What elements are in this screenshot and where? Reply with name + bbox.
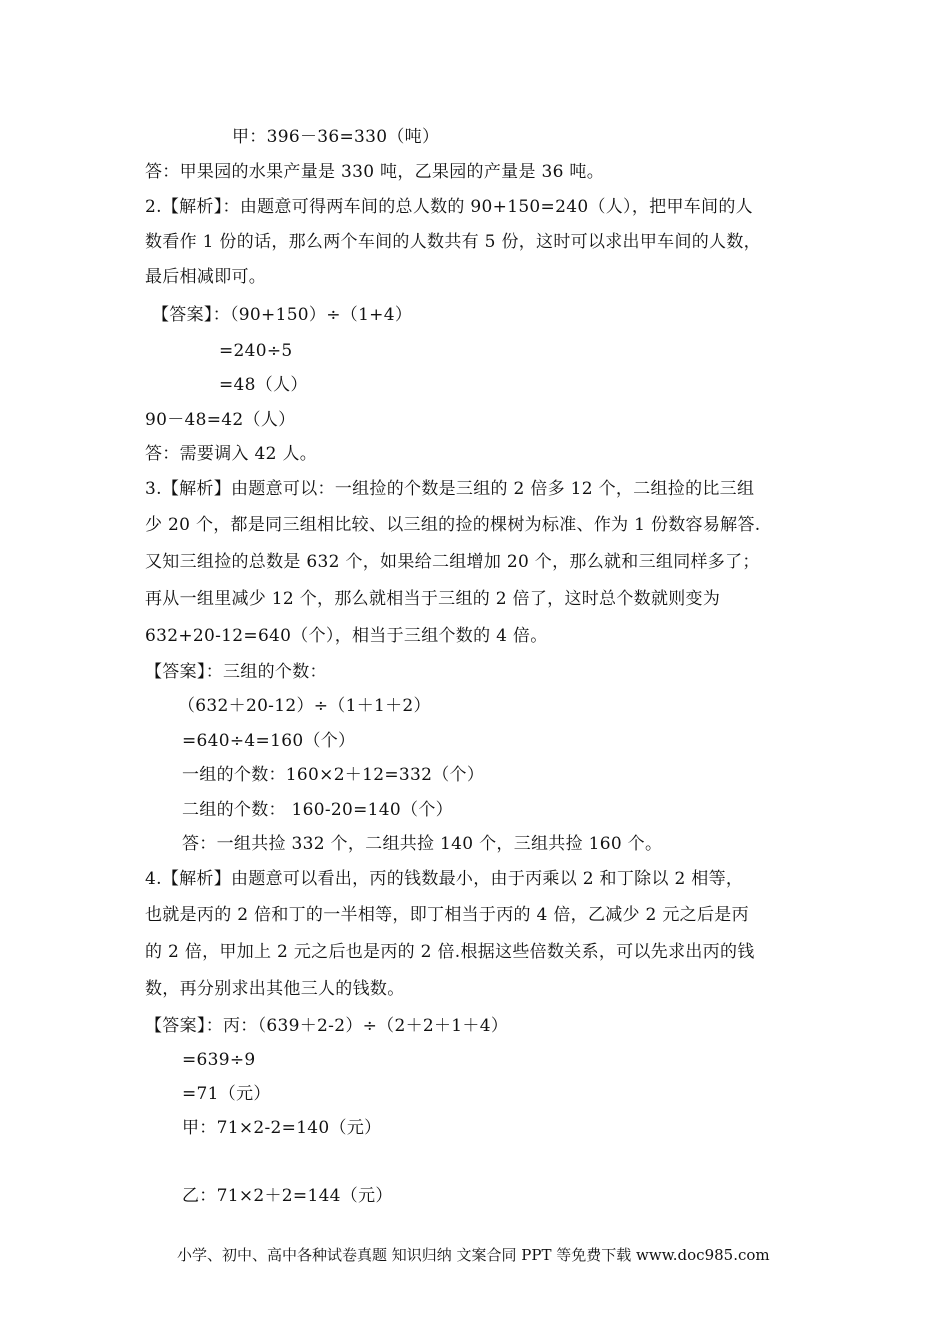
text-line: 90－48=42（人） <box>145 410 296 430</box>
text-line: （632＋20-12）÷（1＋1＋2） <box>178 696 431 716</box>
text-line: 又知三组捡的总数是 632 个，如果给二组增加 20 个，那么就和三组同样多了； <box>145 552 760 572</box>
text-line: 甲：71×2-2=140（元） <box>182 1118 382 1138</box>
text-line: 3.【解析】由题意可以：一组捡的个数是三组的 2 倍多 12 个，二组捡的比三组 <box>145 479 755 499</box>
text-line: 少 20 个，都是同三组相比较、以三组的捡的棵树为标准、作为 1 份数容易解答. <box>145 515 761 535</box>
text-line: 甲：396－36=330（吨） <box>232 127 440 147</box>
text-line: 【答案】：丙：（639＋2-2）÷（2＋2＋1＋4） <box>145 1016 509 1036</box>
text-line: =48（人） <box>219 375 308 395</box>
text-line: 的 2 倍，甲加上 2 元之后也是丙的 2 倍.根据这些倍数关系，可以先求出丙的钱 <box>145 942 755 962</box>
page-footer: 小学、初中、高中各种试卷真题 知识归纳 文案合同 PPT 等免费下载 www.doc985.com <box>177 1246 770 1264</box>
text-line: 答：甲果园的水果产量是 330 吨，乙果园的产量是 36 吨。 <box>145 162 604 182</box>
text-line: 乙：71×2＋2=144（元） <box>182 1186 393 1206</box>
text-line: =639÷9 <box>182 1050 256 1070</box>
text-line: 【答案】：（90+150）÷（1+4） <box>152 305 413 325</box>
text-line: 一组的个数：160×2＋12=332（个） <box>182 765 485 785</box>
text-line: 答：一组共捡 332 个，二组共捡 140 个，三组共捡 160 个。 <box>182 834 663 854</box>
text-line: =240÷5 <box>219 341 293 361</box>
text-line: 再从一组里减少 12 个，那么就相当于三组的 2 倍了，这时总个数就则变为 <box>145 589 721 609</box>
text-line: 4.【解析】由题意可以看出，丙的钱数最小，由于丙乘以 2 和丁除以 2 相等， <box>145 869 744 889</box>
text-line: 数看作 1 份的话，那么两个车间的人数共有 5 份，这时可以求出甲车间的人数， <box>145 232 761 252</box>
text-line: 也就是丙的 2 倍和丁的一半相等，即丁相当于丙的 4 倍，乙减少 2 元之后是丙 <box>145 905 749 925</box>
text-line: 二组的个数： 160-20=140（个） <box>182 800 453 820</box>
text-line: 答：需要调入 42 人。 <box>145 444 318 464</box>
text-line: 最后相减即可。 <box>145 267 267 287</box>
text-line: 数，再分别求出其他三人的钱数。 <box>145 979 405 999</box>
text-line: =71（元） <box>182 1084 271 1104</box>
text-line: =640÷4=160（个） <box>182 731 356 751</box>
text-line: 2.【解析】：由题意可得两车间的总人数的 90+150=240（人），把甲车间的人 <box>145 197 753 217</box>
text-line: 【答案】：三组的个数： <box>145 662 327 682</box>
text-line: 632+20-12=640（个），相当于三组个数的 4 倍。 <box>145 626 548 646</box>
